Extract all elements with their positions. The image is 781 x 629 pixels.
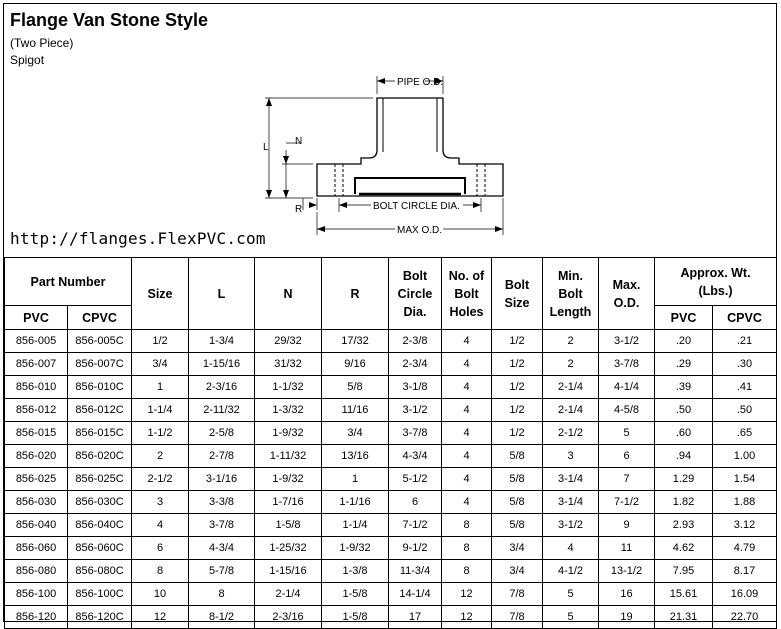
site-url: http://flanges.FlexPVC.com bbox=[10, 229, 266, 248]
cell-bolt-holes: 4 bbox=[442, 445, 492, 468]
cell-bolt-size: 5/8 bbox=[492, 445, 543, 468]
cell-max-od: 13-1/2 bbox=[599, 560, 655, 583]
cell-r: 17/32 bbox=[322, 330, 389, 353]
cell-weight-cpvc: 3.12 bbox=[713, 514, 777, 537]
table-row bbox=[5, 422, 777, 445]
header-bolt-circle-line3: Dia. bbox=[403, 304, 427, 319]
table-row bbox=[5, 560, 777, 583]
cell-max-od: 3-7/8 bbox=[599, 353, 655, 376]
cell-weight-pvc: 1.29 bbox=[655, 468, 713, 491]
cell-l: 3-3/8 bbox=[189, 491, 255, 514]
header-max-od-line2: O.D. bbox=[613, 295, 640, 310]
cell-bolt-circle: 9-1/2 bbox=[389, 537, 442, 560]
cell-cpvc-part: 856-020C bbox=[68, 445, 132, 468]
cell-bolt-length: 3-1/2 bbox=[543, 514, 599, 537]
table-row bbox=[5, 376, 777, 399]
cell-bolt-size: 7/8 bbox=[492, 606, 543, 629]
cell-pvc-part: 856-025 bbox=[5, 468, 68, 491]
cell-size: 1 bbox=[132, 376, 189, 399]
cell-bolt-length: 3-1/4 bbox=[543, 468, 599, 491]
cell-max-od: 4-5/8 bbox=[599, 399, 655, 422]
header-weight-cpvc: CPVC bbox=[713, 306, 777, 330]
header-bolt-size-line1: Bolt bbox=[504, 277, 530, 292]
cell-bolt-length: 5 bbox=[543, 606, 599, 629]
cell-cpvc-part: 856-080C bbox=[68, 560, 132, 583]
cell-bolt-circle: 2-3/4 bbox=[389, 353, 442, 376]
cell-pvc-part: 856-120 bbox=[5, 606, 68, 629]
cell-weight-cpvc: .21 bbox=[713, 330, 777, 353]
cell-size: 1/2 bbox=[132, 330, 189, 353]
cell-bolt-holes: 4 bbox=[442, 422, 492, 445]
cell-max-od: 7 bbox=[599, 468, 655, 491]
table-body bbox=[5, 330, 777, 629]
cell-weight-pvc: .39 bbox=[655, 376, 713, 399]
cell-n: 1-9/32 bbox=[255, 468, 322, 491]
cell-cpvc-part: 856-012C bbox=[68, 399, 132, 422]
header-bolt-holes bbox=[442, 258, 492, 330]
cell-n: 1-5/8 bbox=[255, 514, 322, 537]
header-bolt-size-line2: Size bbox=[504, 295, 530, 310]
cell-bolt-size: 5/8 bbox=[492, 468, 543, 491]
cell-bolt-holes: 8 bbox=[442, 560, 492, 583]
cell-max-od: 7-1/2 bbox=[599, 491, 655, 514]
cell-bolt-holes: 12 bbox=[442, 583, 492, 606]
cell-l: 2-5/8 bbox=[189, 422, 255, 445]
cell-weight-cpvc: 1.54 bbox=[713, 468, 777, 491]
cell-bolt-size: 5/8 bbox=[492, 514, 543, 537]
header-bolt-holes-line3: Holes bbox=[449, 304, 484, 319]
cell-r: 1-5/8 bbox=[322, 606, 389, 629]
cell-bolt-circle: 11-3/4 bbox=[389, 560, 442, 583]
cell-l: 1-15/16 bbox=[189, 353, 255, 376]
cell-size: 3 bbox=[132, 491, 189, 514]
table-row bbox=[5, 606, 777, 629]
cell-bolt-circle: 5-1/2 bbox=[389, 468, 442, 491]
cell-max-od: 6 bbox=[599, 445, 655, 468]
cell-bolt-size: 1/2 bbox=[492, 422, 543, 445]
header-bolt-circle-line1: Bolt bbox=[402, 268, 428, 283]
cell-l: 8-1/2 bbox=[189, 606, 255, 629]
label-bolt-circle: BOLT CIRCLE DIA. bbox=[373, 201, 460, 212]
header-n: N bbox=[255, 258, 322, 330]
cell-cpvc-part: 856-100C bbox=[68, 583, 132, 606]
table-row bbox=[5, 491, 777, 514]
cell-pvc-part: 856-060 bbox=[5, 537, 68, 560]
cell-n: 31/32 bbox=[255, 353, 322, 376]
cell-max-od: 11 bbox=[599, 537, 655, 560]
header-bolt-circle-line2: Circle bbox=[397, 286, 433, 301]
cell-n: 29/32 bbox=[255, 330, 322, 353]
header-bolt-length-line3: Length bbox=[549, 304, 592, 319]
cell-size: 3/4 bbox=[132, 353, 189, 376]
cell-size: 6 bbox=[132, 537, 189, 560]
cell-size: 8 bbox=[132, 560, 189, 583]
cell-bolt-length: 5 bbox=[543, 583, 599, 606]
header-weight bbox=[655, 258, 777, 306]
cell-l: 2-11/32 bbox=[189, 399, 255, 422]
cell-l: 2-7/8 bbox=[189, 445, 255, 468]
cell-r: 1-9/32 bbox=[322, 537, 389, 560]
cell-max-od: 19 bbox=[599, 606, 655, 629]
cell-n: 1-3/32 bbox=[255, 399, 322, 422]
cell-bolt-length: 2-1/4 bbox=[543, 376, 599, 399]
cell-cpvc-part: 856-040C bbox=[68, 514, 132, 537]
cell-r: 11/16 bbox=[322, 399, 389, 422]
cell-pvc-part: 856-015 bbox=[5, 422, 68, 445]
cell-bolt-circle: 7-1/2 bbox=[389, 514, 442, 537]
table-row bbox=[5, 330, 777, 353]
cell-weight-cpvc: 1.88 bbox=[713, 491, 777, 514]
cell-bolt-size: 1/2 bbox=[492, 399, 543, 422]
header-bolt-holes-line2: Bolt bbox=[454, 286, 479, 301]
cell-pvc-part: 856-007 bbox=[5, 353, 68, 376]
header-weight-line1: Approx. Wt. bbox=[680, 265, 751, 280]
cell-bolt-circle: 14-1/4 bbox=[389, 583, 442, 606]
cell-r: 1-1/16 bbox=[322, 491, 389, 514]
cell-size: 2-1/2 bbox=[132, 468, 189, 491]
cell-weight-pvc: .20 bbox=[655, 330, 713, 353]
cell-weight-cpvc: 4.79 bbox=[713, 537, 777, 560]
header-weight-line2: (Lbs.) bbox=[698, 283, 733, 298]
cell-max-od: 5 bbox=[599, 422, 655, 445]
cell-weight-pvc: .60 bbox=[655, 422, 713, 445]
cell-weight-pvc: 1.82 bbox=[655, 491, 713, 514]
header-weight-pvc: PVC bbox=[655, 306, 713, 330]
cell-l: 3-7/8 bbox=[189, 514, 255, 537]
cell-cpvc-part: 856-025C bbox=[68, 468, 132, 491]
cell-cpvc-part: 856-005C bbox=[68, 330, 132, 353]
cell-n: 1-11/32 bbox=[255, 445, 322, 468]
cell-size: 1-1/4 bbox=[132, 399, 189, 422]
cell-l: 4-3/4 bbox=[189, 537, 255, 560]
cell-weight-pvc: 4.62 bbox=[655, 537, 713, 560]
header-bolt-holes-line1: No. of bbox=[448, 268, 485, 283]
cell-weight-pvc: 2.93 bbox=[655, 514, 713, 537]
cell-bolt-holes: 4 bbox=[442, 468, 492, 491]
subtitle-spigot: Spigot bbox=[10, 53, 45, 67]
cell-bolt-holes: 12 bbox=[442, 606, 492, 629]
header-bolt-circle bbox=[389, 258, 442, 330]
cell-n: 1-9/32 bbox=[255, 422, 322, 445]
cell-max-od: 4-1/4 bbox=[599, 376, 655, 399]
cell-r: 1-5/8 bbox=[322, 583, 389, 606]
subtitle-two-piece: (Two Piece) bbox=[10, 36, 74, 50]
cell-l: 5-7/8 bbox=[189, 560, 255, 583]
cell-bolt-size: 3/4 bbox=[492, 537, 543, 560]
cell-r: 1-3/8 bbox=[322, 560, 389, 583]
cell-weight-cpvc: .41 bbox=[713, 376, 777, 399]
cell-pvc-part: 856-010 bbox=[5, 376, 68, 399]
table-row bbox=[5, 583, 777, 606]
cell-weight-cpvc: .50 bbox=[713, 399, 777, 422]
cell-bolt-length: 2 bbox=[543, 353, 599, 376]
header-bolt-length-line1: Min. bbox=[558, 268, 583, 283]
cell-weight-cpvc: 1.00 bbox=[713, 445, 777, 468]
cell-pvc-part: 856-030 bbox=[5, 491, 68, 514]
cell-max-od: 16 bbox=[599, 583, 655, 606]
cell-bolt-circle: 3-1/2 bbox=[389, 399, 442, 422]
cell-r: 1 bbox=[322, 468, 389, 491]
cell-weight-pvc: .29 bbox=[655, 353, 713, 376]
cell-weight-pvc: 15.61 bbox=[655, 583, 713, 606]
cell-cpvc-part: 856-120C bbox=[68, 606, 132, 629]
cell-weight-cpvc: 22.70 bbox=[713, 606, 777, 629]
cell-pvc-part: 856-080 bbox=[5, 560, 68, 583]
header-part-number: Part Number bbox=[5, 258, 132, 306]
cell-bolt-size: 7/8 bbox=[492, 583, 543, 606]
cell-bolt-length: 3 bbox=[543, 445, 599, 468]
table-row bbox=[5, 537, 777, 560]
cell-n: 1-7/16 bbox=[255, 491, 322, 514]
cell-l: 8 bbox=[189, 583, 255, 606]
cell-bolt-size: 1/2 bbox=[492, 330, 543, 353]
flange-drawing bbox=[255, 70, 535, 240]
cell-bolt-size: 5/8 bbox=[492, 491, 543, 514]
cell-bolt-holes: 8 bbox=[442, 537, 492, 560]
table-row bbox=[5, 445, 777, 468]
cell-l: 2-3/16 bbox=[189, 376, 255, 399]
cell-bolt-holes: 8 bbox=[442, 514, 492, 537]
cell-size: 12 bbox=[132, 606, 189, 629]
cell-pvc-part: 856-100 bbox=[5, 583, 68, 606]
cell-bolt-size: 1/2 bbox=[492, 353, 543, 376]
cell-bolt-length: 2-1/2 bbox=[543, 422, 599, 445]
cell-r: 1-1/4 bbox=[322, 514, 389, 537]
header-bolt-length-line2: Bolt bbox=[558, 286, 583, 301]
cell-bolt-circle: 3-7/8 bbox=[389, 422, 442, 445]
cell-bolt-holes: 4 bbox=[442, 399, 492, 422]
cell-n: 1-1/32 bbox=[255, 376, 322, 399]
cell-n: 2-3/16 bbox=[255, 606, 322, 629]
cell-bolt-circle: 3-1/8 bbox=[389, 376, 442, 399]
cell-size: 2 bbox=[132, 445, 189, 468]
cell-r: 5/8 bbox=[322, 376, 389, 399]
cell-l: 1-3/4 bbox=[189, 330, 255, 353]
table-row bbox=[5, 468, 777, 491]
label-r: R bbox=[295, 204, 303, 215]
cell-bolt-length: 4 bbox=[543, 537, 599, 560]
label-n: N bbox=[295, 136, 303, 147]
cell-bolt-size: 1/2 bbox=[492, 376, 543, 399]
cell-bolt-circle: 2-3/8 bbox=[389, 330, 442, 353]
cell-n: 1-15/16 bbox=[255, 560, 322, 583]
label-l: L bbox=[263, 142, 269, 153]
cell-r: 3/4 bbox=[322, 422, 389, 445]
cell-n: 1-25/32 bbox=[255, 537, 322, 560]
cell-weight-pvc: .50 bbox=[655, 399, 713, 422]
cell-size: 1-1/2 bbox=[132, 422, 189, 445]
header-cpvc: CPVC bbox=[68, 306, 132, 330]
cell-bolt-size: 3/4 bbox=[492, 560, 543, 583]
table-row bbox=[5, 353, 777, 376]
cell-weight-pvc: 21.31 bbox=[655, 606, 713, 629]
cell-cpvc-part: 856-060C bbox=[68, 537, 132, 560]
label-max-od: MAX O.D. bbox=[397, 225, 443, 236]
cell-pvc-part: 856-012 bbox=[5, 399, 68, 422]
cell-r: 9/16 bbox=[322, 353, 389, 376]
cell-bolt-length: 4-1/2 bbox=[543, 560, 599, 583]
header-max-od-line1: Max. bbox=[612, 277, 641, 292]
cell-bolt-circle: 17 bbox=[389, 606, 442, 629]
table-row bbox=[5, 514, 777, 537]
header-max-od bbox=[599, 258, 655, 330]
dimensions-table bbox=[4, 257, 777, 629]
label-pipe-od: PIPE O.D. bbox=[397, 77, 444, 88]
cell-max-od: 9 bbox=[599, 514, 655, 537]
cell-weight-cpvc: 16.09 bbox=[713, 583, 777, 606]
cell-size: 10 bbox=[132, 583, 189, 606]
flange-outline bbox=[317, 98, 503, 196]
cell-r: 13/16 bbox=[322, 445, 389, 468]
cell-bolt-holes: 4 bbox=[442, 353, 492, 376]
cell-cpvc-part: 856-015C bbox=[68, 422, 132, 445]
cell-cpvc-part: 856-030C bbox=[68, 491, 132, 514]
cell-size: 4 bbox=[132, 514, 189, 537]
cell-weight-cpvc: .65 bbox=[713, 422, 777, 445]
cell-weight-cpvc: 8.17 bbox=[713, 560, 777, 583]
header-l: L bbox=[189, 258, 255, 330]
cell-max-od: 3-1/2 bbox=[599, 330, 655, 353]
cell-bolt-length: 3-1/4 bbox=[543, 491, 599, 514]
cell-bolt-circle: 6 bbox=[389, 491, 442, 514]
cell-bolt-holes: 4 bbox=[442, 491, 492, 514]
cell-cpvc-part: 856-007C bbox=[68, 353, 132, 376]
cell-l: 3-1/16 bbox=[189, 468, 255, 491]
table-row bbox=[5, 399, 777, 422]
cell-bolt-holes: 4 bbox=[442, 376, 492, 399]
cell-bolt-length: 2 bbox=[543, 330, 599, 353]
header-bolt-size bbox=[492, 258, 543, 330]
cell-bolt-holes: 4 bbox=[442, 330, 492, 353]
cell-cpvc-part: 856-010C bbox=[68, 376, 132, 399]
page-title: Flange Van Stone Style bbox=[10, 10, 209, 30]
cell-bolt-circle: 4-3/4 bbox=[389, 445, 442, 468]
cell-pvc-part: 856-040 bbox=[5, 514, 68, 537]
header-bolt-length bbox=[543, 258, 599, 330]
cell-pvc-part: 856-020 bbox=[5, 445, 68, 468]
cell-n: 2-1/4 bbox=[255, 583, 322, 606]
cell-weight-pvc: 7.95 bbox=[655, 560, 713, 583]
cell-bolt-length: 2-1/4 bbox=[543, 399, 599, 422]
cell-weight-cpvc: .30 bbox=[713, 353, 777, 376]
header-r: R bbox=[322, 258, 389, 330]
cell-weight-pvc: .94 bbox=[655, 445, 713, 468]
header-size: Size bbox=[132, 258, 189, 330]
cell-pvc-part: 856-005 bbox=[5, 330, 68, 353]
header-pvc: PVC bbox=[5, 306, 68, 330]
